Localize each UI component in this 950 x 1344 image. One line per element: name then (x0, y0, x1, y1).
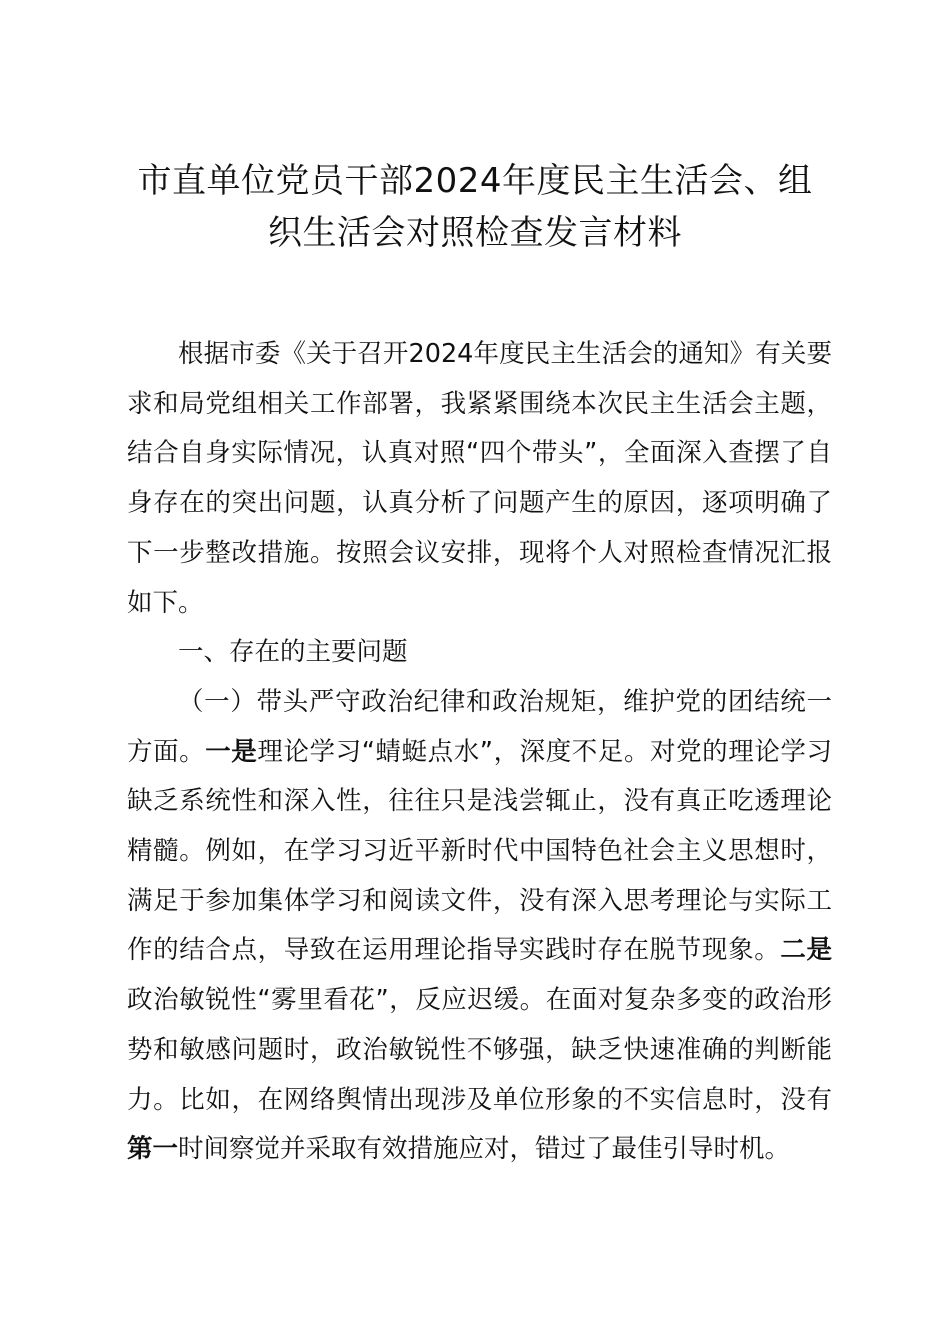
point-2-text: 政治敏锐性“雾里看花”，反应迟缓。在面对复杂多变的政治形势和敏感问题时，政治敏锐性不够强，缺乏快速准确的判断能力。比如，在网络舆情出现涉及单位形象的不实信息时，没有 (127, 985, 832, 1115)
point-2-tail: 时间察觉并采取有效措施应对，错过了最佳引导时机。 (178, 1134, 791, 1165)
title-line-1: 市直单位党员干部2024年度民主生活会、组 (137, 161, 813, 201)
document-title (120, 155, 830, 259)
point-1-label: 一是 (205, 736, 258, 767)
document-body (127, 330, 832, 1175)
intro-paragraph: 根据市委《关于召开2024年度民主生活会的通知》有关要求和局党组相关工作部署，我紧紧围绕本次民主生活会主题，结合自身实际情况，认真对照“四个带头”，全面深入查摆了自身存在的突出问题，认真分析了问题产生的原因，逐项明确了下一步整改措施。按照会议安排，现将个人对照检查情况汇报如下。 (127, 339, 832, 618)
section-heading-problems: 一、存在的主要问题 (178, 637, 408, 668)
point-2-bold-word: 第一 (127, 1134, 179, 1165)
subsection-lead: （一）带头严守政治纪律和政治规矩，维护党的团结统一方面。 (127, 686, 832, 767)
subsection-paragraph-1 (127, 678, 832, 1175)
point-2-label: 二是 (780, 935, 832, 966)
title-line-2: 织生活会对照检查发言材料 (268, 213, 682, 253)
point-1-text: 理论学习“蜻蜓点水”，深度不足。对党的理论学习缺乏系统性和深入性，往往只是浅尝辄止，没有真正吃透理论精髓。例如，在学习习近平新时代中国特色社会主义思想时，满足于参加集体学习和阅读文件，没有深入思考理论与实际工作的结合点，导致在运用理论指导实践时存在脱节现象。 (127, 736, 832, 966)
